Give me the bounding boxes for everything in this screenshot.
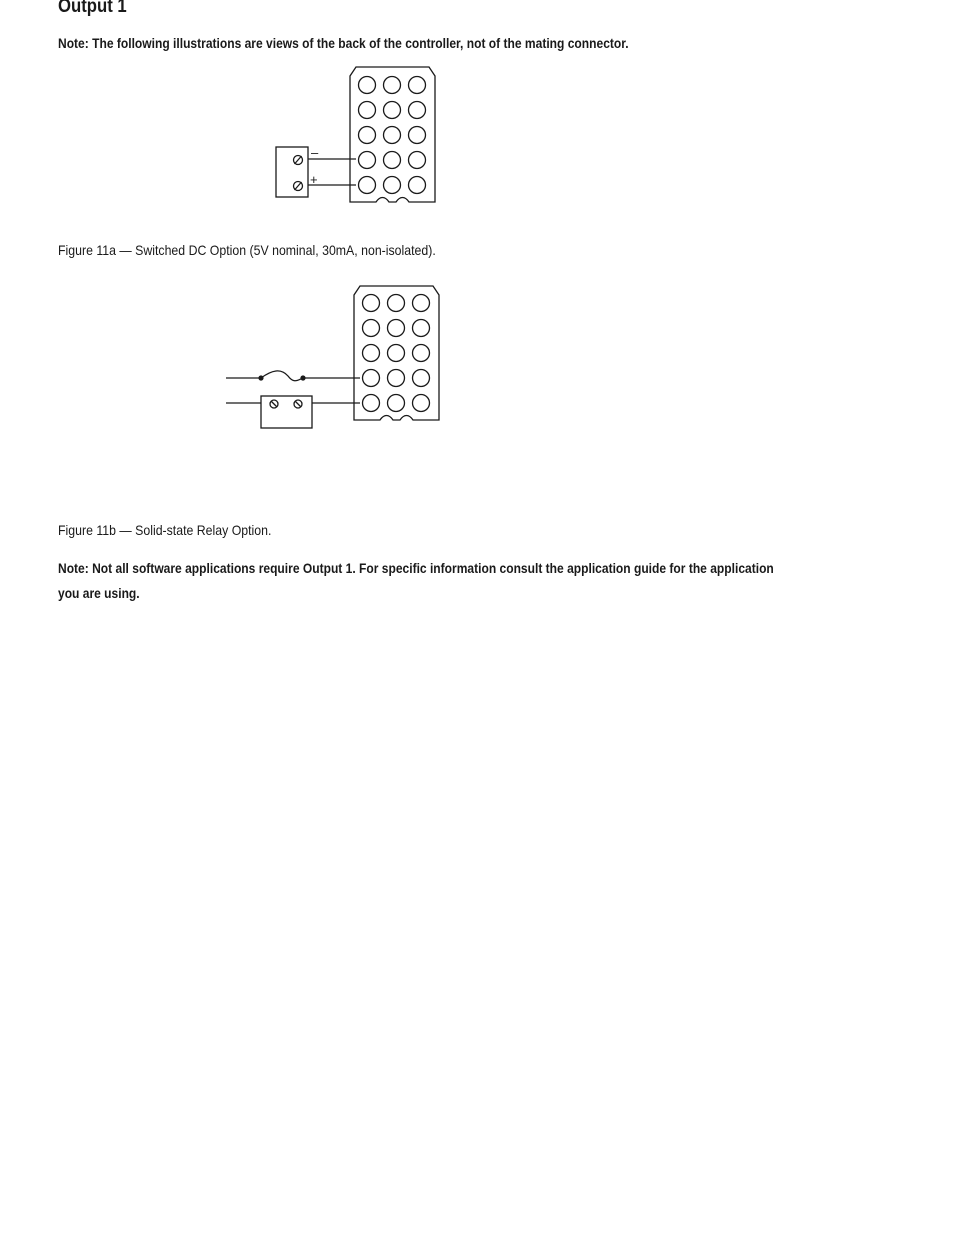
figure-11a-caption: Figure 11a — Switched DC Option (5V nominal, 30mA, non-isolated). <box>58 242 436 258</box>
connector-pin <box>409 127 426 144</box>
screw-terminal <box>294 156 303 165</box>
connector-pins <box>359 77 426 194</box>
connector-pin <box>388 345 405 362</box>
screw-terminal <box>270 400 278 408</box>
connector-pin <box>359 177 376 194</box>
connector-pin <box>413 320 430 337</box>
connector-pin <box>359 127 376 144</box>
screw-terminal <box>294 182 303 191</box>
connector-pin <box>359 102 376 119</box>
connector-pin <box>388 370 405 387</box>
connector-pin <box>409 77 426 94</box>
connector-pin <box>363 345 380 362</box>
connector-pin <box>409 152 426 169</box>
connector-pin <box>388 295 405 312</box>
figure-11b-diagram <box>0 280 954 430</box>
connector-pin <box>384 152 401 169</box>
connector-pin <box>413 395 430 412</box>
relay-block <box>261 396 312 428</box>
connector-pin <box>413 370 430 387</box>
minus-label: – <box>311 145 319 160</box>
connector-pin <box>384 102 401 119</box>
figure-11a-diagram <box>0 60 954 210</box>
connector-pins <box>363 295 430 412</box>
figure-11b-caption: Figure 11b — Solid-state Relay Option. <box>58 522 272 538</box>
screw-terminal <box>294 400 302 408</box>
connector-pin <box>384 77 401 94</box>
fuse-symbol <box>261 371 303 381</box>
fuse-terminal-dot <box>258 375 263 380</box>
section-heading: Output 1 <box>58 0 127 17</box>
note-output-requirement: Note: Not all software applications require Output 1. For specific information consult the application guide for the application you are using. <box>58 560 774 601</box>
connector-pin <box>384 127 401 144</box>
connector-pin <box>363 295 380 312</box>
connector-pin <box>359 152 376 169</box>
connector-pin <box>363 370 380 387</box>
connector-pin <box>409 177 426 194</box>
connector-pin <box>384 177 401 194</box>
connector-pin <box>363 395 380 412</box>
dc-terminal-block <box>276 147 308 197</box>
connector-pin <box>388 320 405 337</box>
note-back-view: Note: The following illustrations are views of the back of the controller, not of the mating connector. <box>58 35 629 51</box>
connector-pin <box>413 295 430 312</box>
connector-pin <box>413 345 430 362</box>
connector-pin <box>363 320 380 337</box>
connector-pin <box>359 77 376 94</box>
plus-label: + <box>310 172 318 187</box>
connector-pin <box>388 395 405 412</box>
connector-pin <box>409 102 426 119</box>
